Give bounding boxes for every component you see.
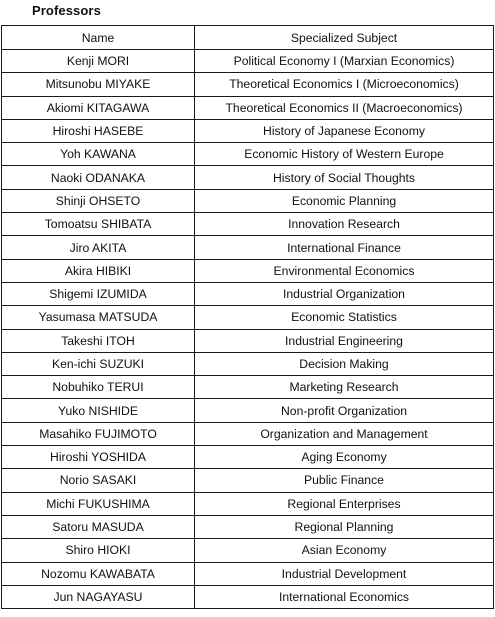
professors-table	[1, 25, 494, 609]
professor-name-cell: Akiomi KITAGAWA	[2, 96, 195, 119]
table-row	[2, 306, 494, 329]
specialized-subject-cell: Political Economy I (Marxian Economics)	[195, 50, 494, 73]
specialized-subject-cell: Non-profit Organization	[195, 399, 494, 422]
specialized-subject-cell: Asian Economy	[195, 539, 494, 562]
professor-name-cell: Jiro AKITA	[2, 236, 195, 259]
table-row	[2, 96, 494, 119]
table-row	[2, 515, 494, 538]
table-row	[2, 166, 494, 189]
professor-name-cell: Mitsunobu MIYAKE	[2, 73, 195, 96]
specialized-subject-cell: Industrial Organization	[195, 282, 494, 305]
specialized-subject-cell: Industrial Engineering	[195, 329, 494, 352]
professor-name-cell: Kenji MORI	[2, 50, 195, 73]
professor-name-cell: Shigemi IZUMIDA	[2, 282, 195, 305]
specialized-subject-cell: Regional Enterprises	[195, 492, 494, 515]
table-body	[2, 50, 494, 609]
professor-name-cell: Hiroshi HASEBE	[2, 119, 195, 142]
professor-name-cell: Masahiko FUJIMOTO	[2, 422, 195, 445]
professor-name-cell: Shinji OHSETO	[2, 189, 195, 212]
table-row	[2, 539, 494, 562]
specialized-subject-cell: Economic History of Western Europe	[195, 143, 494, 166]
table-row	[2, 492, 494, 515]
specialized-subject-cell: History of Japanese Economy	[195, 119, 494, 142]
section-title: Professors	[32, 3, 101, 18]
specialized-subject-cell: Theoretical Economics I (Microeconomics)	[195, 73, 494, 96]
table-header-row	[2, 26, 494, 50]
specialized-subject-cell: Public Finance	[195, 469, 494, 492]
specialized-subject-cell: Regional Planning	[195, 515, 494, 538]
table-row	[2, 352, 494, 375]
table-row	[2, 213, 494, 236]
table-row	[2, 585, 494, 608]
table-row	[2, 143, 494, 166]
professor-name-cell: Satoru MASUDA	[2, 515, 195, 538]
table-row	[2, 282, 494, 305]
specialized-subject-cell: Economic Statistics	[195, 306, 494, 329]
professor-name-cell: Tomoatsu SHIBATA	[2, 213, 195, 236]
specialized-subject-cell: Aging Economy	[195, 446, 494, 469]
specialized-subject-cell: Marketing Research	[195, 376, 494, 399]
column-header-specialized-subject: Specialized Subject	[195, 26, 494, 50]
professor-name-cell: Yuko NISHIDE	[2, 399, 195, 422]
professor-name-cell: Ken-ichi SUZUKI	[2, 352, 195, 375]
specialized-subject-cell: Environmental Economics	[195, 259, 494, 282]
professor-name-cell: Hiroshi YOSHIDA	[2, 446, 195, 469]
professor-name-cell: Michi FUKUSHIMA	[2, 492, 195, 515]
specialized-subject-cell: International Economics	[195, 585, 494, 608]
professor-name-cell: Akira HIBIKI	[2, 259, 195, 282]
column-header-name: Name	[2, 26, 195, 50]
table-row	[2, 562, 494, 585]
table-row	[2, 469, 494, 492]
specialized-subject-cell: International Finance	[195, 236, 494, 259]
professor-name-cell: Norio SASAKI	[2, 469, 195, 492]
specialized-subject-cell: Economic Planning	[195, 189, 494, 212]
table-row	[2, 189, 494, 212]
professor-name-cell: Shiro HIOKI	[2, 539, 195, 562]
professor-name-cell: Yoh KAWANA	[2, 143, 195, 166]
specialized-subject-cell: Industrial Development	[195, 562, 494, 585]
professor-name-cell: Nozomu KAWABATA	[2, 562, 195, 585]
professor-name-cell: Naoki ODANAKA	[2, 166, 195, 189]
table-row	[2, 329, 494, 352]
table-row	[2, 73, 494, 96]
table-row	[2, 376, 494, 399]
specialized-subject-cell: Theoretical Economics II (Macroeconomics)	[195, 96, 494, 119]
specialized-subject-cell: Decision Making	[195, 352, 494, 375]
table-row	[2, 422, 494, 445]
professor-name-cell: Takeshi ITOH	[2, 329, 195, 352]
table-row	[2, 119, 494, 142]
table-row	[2, 259, 494, 282]
specialized-subject-cell: Organization and Management	[195, 422, 494, 445]
specialized-subject-cell: Innovation Research	[195, 213, 494, 236]
professor-name-cell: Nobuhiko TERUI	[2, 376, 195, 399]
table-row	[2, 399, 494, 422]
professor-name-cell: Yasumasa MATSUDA	[2, 306, 195, 329]
table-row	[2, 50, 494, 73]
specialized-subject-cell: History of Social Thoughts	[195, 166, 494, 189]
table-row	[2, 446, 494, 469]
table-row	[2, 236, 494, 259]
professor-name-cell: Jun NAGAYASU	[2, 585, 195, 608]
